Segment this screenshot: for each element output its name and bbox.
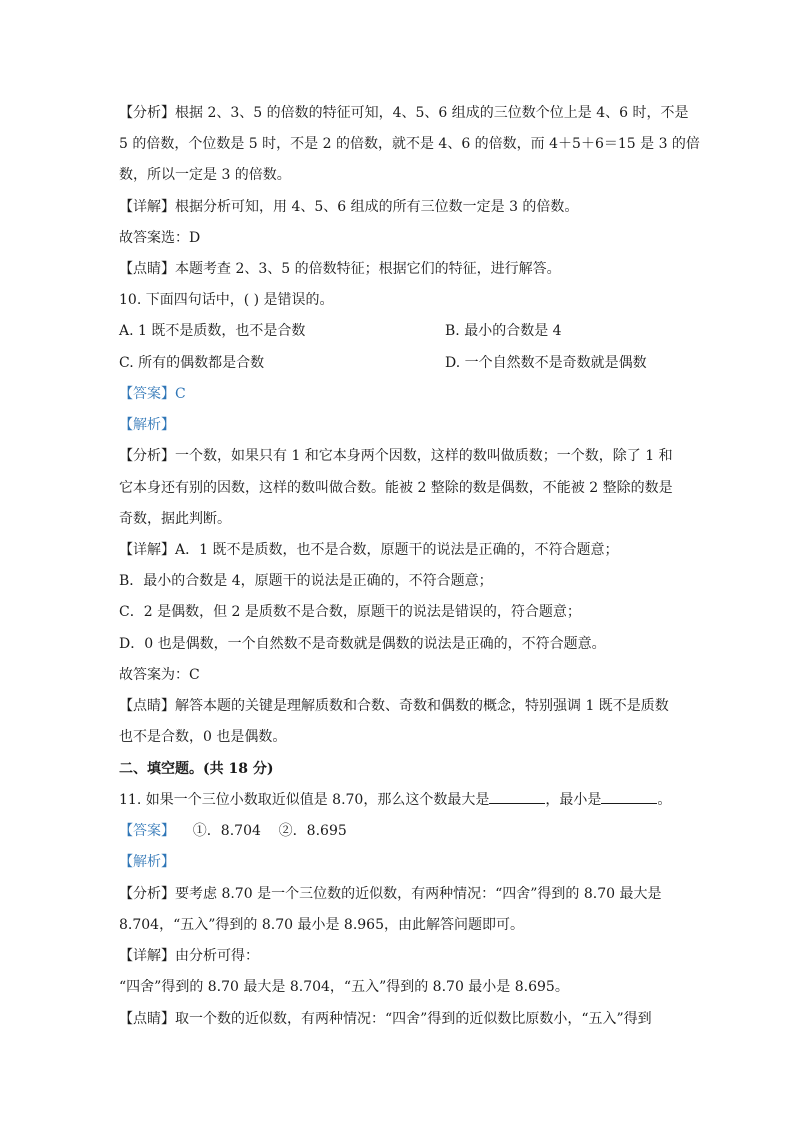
q10-analysis-line-3: 奇数，据此判断。 (119, 511, 231, 527)
q9-detail: 【详解】根据分析可知，用 4、5、6 组成的所有三位数一定是 3 的倍数。 (119, 199, 579, 215)
q9-comment: 【点睛】本题考查 2、3、5 的倍数特征；根据它们的特征，进行解答。 (119, 261, 561, 277)
q10-option-b: B. 最小的合数是 4 (445, 323, 562, 339)
q10-detail-line-4: D．0 也是偶数，一个自然数不是奇数就是偶数的说法是正确的，不符合题意。 (119, 636, 606, 652)
q11-stem (119, 790, 671, 810)
q11-answer-values: ①．8.704 ②．8.695 (175, 823, 347, 839)
section-title: 二、填空题。(共 18 分) (119, 761, 274, 777)
q10-final-answer: 故答案为：C (119, 667, 200, 683)
q9-final-answer: 故答案选：D (119, 230, 201, 246)
q10-stem: 10. 下面四句话中，( ) 是错误的。 (119, 292, 334, 308)
q9-analysis-line-2: 5 的倍数，个位数是 5 时，不是 2 的倍数，就不是 4、6 的倍数，而 4＋5＋6＝15 是 3 的倍 (119, 136, 700, 152)
q11-blank-2 (601, 790, 657, 804)
q11-comment: 【点睛】取一个数的近似数，有两种情况：“四舍”得到的近似数比原数小，“五入”得到 (119, 1011, 652, 1027)
q10-option-c: C. 所有的偶数都是合数 (119, 355, 265, 371)
q11-stem-text-1: 11. 如果一个三位小数取近似值是 8.70，那么这个数最大是 (119, 792, 490, 808)
q9-analysis-line-1: 【分析】根据 2、3、5 的倍数的特征可知，4、5、6 组成的三位数个位上是 4、6 时，不是 (119, 105, 689, 121)
q11-analysis-line-2: 8.704，“五入”得到的 8.70 最小是 8.965，由此解答问题即可。 (119, 917, 524, 933)
q10-detail-line-1: 【详解】A．1 既不是质数，也不是合数，原题干的说法是正确的，不符合题意； (119, 542, 619, 558)
q11-detail-line-2: “四舍”得到的 8.70 最大是 8.704，“五入”得到的 8.70 最小是 8.695。 (119, 979, 569, 995)
q9-analysis-line-3: 数，所以一定是 3 的倍数。 (119, 167, 291, 183)
q10-comment-line-2: 也不是合数，0 也是偶数。 (119, 729, 287, 745)
q10-analysis-line-2: 它本身还有别的因数，这样的数叫做合数。能被 2 整除的数是偶数，不能被 2 整除的数是 (119, 480, 673, 496)
q11-detail-line-1: 【详解】由分析可得： (119, 948, 259, 964)
q11-analysis-line-1: 【分析】要考虑 8.70 是一个三位数的近似数，有两种情况：“四舍”得到的 8.70 最大是 (119, 886, 662, 902)
q11-blank-1 (489, 790, 545, 804)
q10-jiexi-label: 【解析】 (119, 417, 175, 433)
q11-jiexi-label: 【解析】 (119, 854, 175, 870)
q10-detail-line-2: B．最小的合数是 4，原题干的说法是正确的，不符合题意； (119, 573, 493, 589)
q10-option-d: D. 一个自然数不是奇数就是偶数 (445, 355, 647, 371)
q10-comment-line-1: 【点睛】解答本题的关键是理解质数和合数、奇数和偶数的概念，特别强调 1 既不是质数 (119, 698, 669, 714)
q10-answer-label: 【答案】C (119, 386, 186, 402)
q10-option-a: A. 1 既不是质数，也不是合数 (119, 323, 306, 339)
q11-answer-label: 【答案】 (119, 823, 175, 839)
q10-detail-line-3: C．2 是偶数，但 2 是质数不是合数，原题干的说法是错误的，符合题意； (119, 604, 581, 620)
q11-stem-text-3: 。 (657, 792, 672, 808)
q10-analysis-line-1: 【分析】一个数，如果只有 1 和它本身两个因数，这样的数叫做质数；一个数，除了 1 和 (119, 448, 673, 464)
q11-answer-line (119, 821, 347, 841)
q11-stem-text-2: ，最小是 (545, 792, 602, 808)
